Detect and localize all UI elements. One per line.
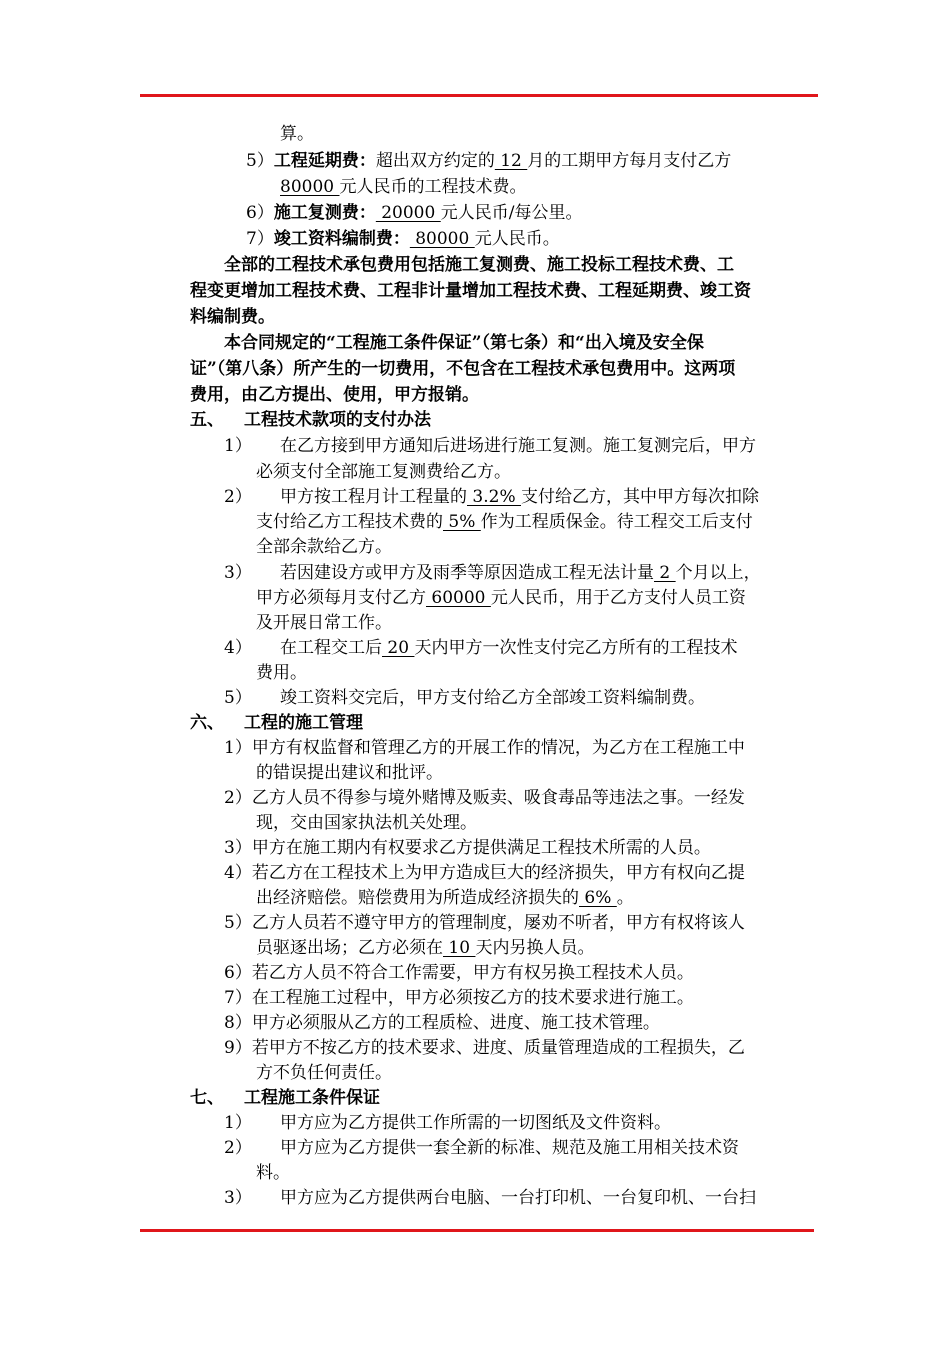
filled-value: 20000 <box>375 203 441 223</box>
text-line: 料。 <box>256 1163 290 1183</box>
bold-paragraph-line: 费用，由乙方提出、使用，甲方报销。 <box>190 385 479 405</box>
text-line: 方不负任何责任。 <box>256 1063 392 1083</box>
section-title: 工程施工条件保证 <box>244 1088 380 1108</box>
item-heading: 工程延期费： <box>273 151 376 171</box>
text-line <box>256 886 634 910</box>
text-span: 。 <box>616 888 634 908</box>
item-number: 4） <box>224 638 252 658</box>
text-line: 必须支付全部施工复测费给乙方。 <box>256 462 511 482</box>
text-span: 元人民币的工程技术费。 <box>339 177 527 197</box>
filled-value: 12 <box>494 151 528 171</box>
text-line: 在乙方接到甲方通知后进场进行施工复测。施工复测完后，甲方 <box>280 436 756 456</box>
section-title: 工程技术款项的支付办法 <box>244 410 431 430</box>
item-heading: 竣工资料编制费： <box>273 229 410 249</box>
section-number: 六、 <box>190 713 224 733</box>
text-span: 员驱逐出场；乙方必须在 <box>256 938 443 958</box>
text-line <box>280 485 759 509</box>
text-line: 现，交由国家执法机关处理。 <box>256 813 477 833</box>
text-line: 甲方应为乙方提供两台电脑、一台打印机、一台复印机、一台扫 <box>280 1188 756 1208</box>
text-span: 天内甲方一次性支付完乙方所有的工程技术 <box>414 638 738 658</box>
item-number: 2） <box>224 487 252 507</box>
text-line <box>256 586 746 610</box>
filled-value: 2 <box>654 563 676 583</box>
item-number: 3） <box>224 563 252 583</box>
text-line: 7）在工程施工过程中，甲方必须按乙方的技术要求进行施工。 <box>224 988 694 1008</box>
filled-value: 60000 <box>426 588 491 608</box>
text-line: 甲方应为乙方提供一套全新的标准、规范及施工用相关技术资 <box>280 1138 739 1158</box>
section-number: 七、 <box>190 1088 224 1108</box>
text-span: 甲方必须每月支付乙方 <box>256 588 426 608</box>
text-line <box>280 561 761 585</box>
text-line: 竣工资料交完后，甲方支付给乙方全部竣工资料编制费。 <box>280 688 705 708</box>
text-line: 全部余款给乙方。 <box>256 537 392 557</box>
text-span: 出经济赔偿。赔偿费用为所造成经济损失的 <box>256 888 579 908</box>
item-number: 7） <box>246 229 274 249</box>
item-number: 1） <box>224 1113 252 1133</box>
text-line <box>280 175 526 199</box>
header-rule <box>140 94 818 97</box>
item-number: 5） <box>246 151 274 171</box>
section-title: 工程的施工管理 <box>244 713 363 733</box>
text-line: 3）甲方在施工期内有权要求乙方提供满足工程技术所需的人员。 <box>224 838 711 858</box>
text-line: 8）甲方必须服从乙方的工程质检、进度、施工技术管理。 <box>224 1013 660 1033</box>
filled-value: 3.2% <box>467 487 521 507</box>
text-span: 元人民币，用于乙方支付人员工资 <box>490 588 746 608</box>
item-number: 1） <box>224 436 252 456</box>
section-heading-7 <box>190 1086 380 1110</box>
fee-item-delay <box>246 149 731 173</box>
text-line <box>256 936 594 960</box>
text-line: 1）甲方有权监督和管理乙方的开展工作的情况，为乙方在工程施工中 <box>224 738 745 758</box>
filled-value: 20 <box>382 638 415 658</box>
bold-paragraph-line: 料编制费。 <box>190 307 275 327</box>
text-line <box>280 636 737 660</box>
text-line <box>256 510 753 534</box>
text-line: 甲方应为乙方提供工作所需的一切图纸及文件资料。 <box>280 1113 671 1133</box>
filled-value: 80000 <box>280 177 340 197</box>
item-number: 6） <box>246 203 274 223</box>
text-span: 在工程交工后 <box>280 638 382 658</box>
text-span: 超出双方约定的 <box>375 151 495 171</box>
text-span: 甲方按工程月计工程量的 <box>280 487 467 507</box>
fee-item-docs <box>246 227 560 251</box>
text-line: 算。 <box>280 124 314 144</box>
text-line: 4）若乙方在工程技术上为甲方造成巨大的经济损失，甲方有权向乙提 <box>224 863 745 883</box>
bold-paragraph-line: 本合同规定的“工程施工条件保证”（第七条）和“出入境及安全保 <box>224 333 704 353</box>
item-number: 5） <box>224 688 252 708</box>
text-line: 的错误提出建议和批评。 <box>256 763 443 783</box>
text-span: 支付给乙方，其中甲方每次扣除 <box>521 487 759 507</box>
text-line: 费用。 <box>256 663 307 683</box>
filled-value: 6% <box>579 888 617 908</box>
bold-paragraph-line: 全部的工程技术承包费用包括施工复测费、施工投标工程技术费、工 <box>224 255 734 275</box>
section-heading-6 <box>190 711 363 735</box>
text-span: 作为工程质保金。待工程交工后支付 <box>480 512 753 532</box>
text-span: 元人民币。 <box>474 229 560 249</box>
text-span: 若因建设方或甲方及雨季等原因造成工程无法计量 <box>280 563 654 583</box>
text-line: 9）若甲方不按乙方的技术要求、进度、质量管理造成的工程损失，乙 <box>224 1038 745 1058</box>
item-heading: 施工复测费： <box>273 203 376 223</box>
fee-item-survey <box>246 201 582 225</box>
text-span: 天内另换人员。 <box>475 938 595 958</box>
item-number: 2） <box>224 1138 252 1158</box>
text-span: 个月以上， <box>675 563 761 583</box>
footer-rule <box>140 1229 814 1232</box>
filled-value: 5% <box>443 512 481 532</box>
bold-paragraph-line: 证”（第八条）所产生的一切费用，不包含在工程技术承包费用中。这两项 <box>190 359 736 379</box>
filled-value: 10 <box>443 938 476 958</box>
text-line: 6）若乙方人员不符合工作需要，甲方有权另换工程技术人员。 <box>224 963 694 983</box>
text-line: 及开展日常工作。 <box>256 613 392 633</box>
text-span: 月的工期甲方每月支付乙方 <box>527 151 732 171</box>
bold-paragraph-line: 程变更增加工程技术费、工程非计量增加工程技术费、工程延期费、竣工资 <box>190 281 751 301</box>
text-span: 支付给乙方工程技术费的 <box>256 512 443 532</box>
filled-value: 80000 <box>409 229 475 249</box>
text-line: 5）乙方人员若不遵守甲方的管理制度，屡劝不听者，甲方有权将该人 <box>224 913 745 933</box>
item-number: 3） <box>224 1188 252 1208</box>
text-span: 元人民币/每公里。 <box>440 203 583 223</box>
text-line: 2）乙方人员不得参与境外赌博及贩卖、吸食毒品等违法之事。一经发 <box>224 788 745 808</box>
section-number: 五、 <box>190 410 224 430</box>
section-heading-5 <box>190 408 431 432</box>
